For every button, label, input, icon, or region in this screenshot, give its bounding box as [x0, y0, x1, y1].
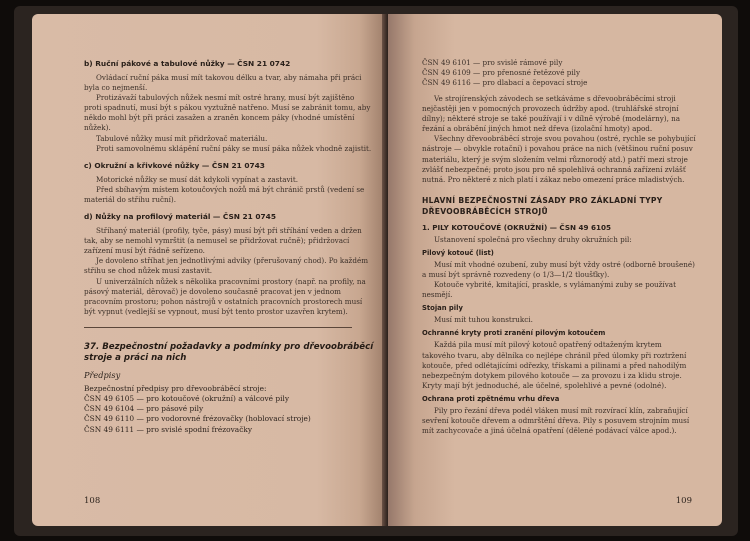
paragraph: Pily pro řezání dřeva podél vláken musí mít rozvírací klín, zabraňující sevření kotouče dřevem a odmrštění dřeva. Pily s posuvem strojním musí mít zachycovače a jiná účelná opatření (dělené podávací válce apod.). [422, 405, 690, 436]
standards-list-item: ČSN 49 6101 — pro svislé rámové pily [422, 58, 563, 67]
paragraph: U univerzálních nůžek s několika pracovními prostory (např. na profily, na pásový materiál, děrovač) je dovoleno současně pracovat jen v jednom pracovním prostoru; pohon nástrojů v ostatních pracovních prostorech musí být vypnut (vedlejší se vypnout, musí být tento prostor uzavřen krytem). [84, 276, 366, 316]
predpisy-list-item: ČSN 49 6104 — pro pásové pily [84, 404, 204, 414]
block-heading: Ochrana proti zpětnému vrhu dřeva [422, 394, 560, 403]
main-heading: HLAVNÍ BEZPEČNOSTNÍ ZÁSADY PRO ZÁKLADNÍ TYPY DŘEVOOBRÁBĚCÍCH STROJŮ [422, 195, 663, 216]
standards-list-item: ČSN 49 6109 — pro přenosné řetězové pily [422, 68, 581, 77]
predpisy-list-item: ČSN 49 6110 — pro vodorovné frézovačky (hoblovací stroje) [84, 414, 311, 424]
predpisy-list-item: ČSN 49 6111 — pro svislé spodní frézovačky [84, 424, 252, 434]
paragraph: Stříhaný materiál (profily, tyče, pásy) musí být při stříhání veden a držen tak, aby se nemohl vymrštit (a nemusel se přidržovat ručně); přidržovací zařízení musí být řádně seřízeno. [84, 226, 362, 256]
predpisy-label: Předpisy [84, 369, 121, 380]
paragraph: Musí mít vhodné ozubení, zuby musí být vždy ostré (odborně broušené) a musí být správně rozvedeny (o 1/3—1/2 tloušťky). [422, 259, 695, 280]
paragraph: Musí mít tuhou konstrukci. [434, 315, 533, 325]
section-b-heading: b) Ruční pákové a tabulové nůžky — ČSN 21 0742 [84, 59, 291, 68]
paragraph: Tabulové nůžky musí mít přidržovač materiálu. [96, 133, 268, 143]
section-37-number: 37. [84, 341, 100, 352]
paragraph: Každá pila musí mít pilový kotouč opatřený odtaženým krytem takového tvaru, aby dělníka co nejlépe chránil před úlomky při roztržení kotouče, před odlétajícími odřezky, třískami a pilinami a před nahodilým nebezpečným dotykem pilového kotouče — za provozu i za klidu stroje. Kryty mají být jednoduché, ale účelné, spolehlivé a pevné (odolné). [422, 340, 687, 390]
block-heading: Ochranné kryty proti zranění pilovým kotoučem [422, 329, 606, 338]
paragraph: Protizávaží tabulových nůžek nesmí mít ostré hrany, musí být zajištěno proti spadnutí, musí být s pákou vyztužně natřeno. Musí se zabránit tomu, aby někdo mohl být při práci zasažen a zraněn koncem páky (vhodné umístění nůžek). [84, 93, 371, 133]
predpisy-intro: Bezpečnostní předpisy pro dřevoobráběcí stroje: [84, 383, 267, 393]
section-d-heading: d) Nůžky na profilový materiál — ČSN 21 0745 [84, 212, 276, 222]
section-37-heading [84, 342, 374, 364]
paragraph: Motorické nůžky se musí dát kdykoli vypínat a zastavit. [96, 174, 299, 184]
right-page [388, 14, 722, 526]
block-heading: Stojan pily [422, 304, 463, 313]
section-c-heading: c) Okružní a křivkové nůžky — ČSN 21 0743 [84, 160, 265, 170]
page-number-left: 108 [84, 496, 101, 506]
open-book [14, 6, 738, 536]
standards-list-item: ČSN 49 6116 — pro dlabací a čepovací stroje [422, 78, 588, 87]
paragraph: Ve strojírenských závodech se setkáváme s dřevoobráběcími stroji nejčastěji jen v pomocných provozech údržby apod. (truhlářské strojní dílny); některé stroje se také používají i v dílně výrobě (modelárny), na řezání a obrábění jiných hmot než dřeva (izolační hmoty) apod. [422, 94, 681, 134]
common-intro: Ustanovení společná pro všechny druhy okružních pil: [434, 234, 632, 244]
section-divider [84, 327, 352, 328]
page-number-right: 109 [675, 496, 692, 506]
left-page [32, 14, 388, 526]
predpisy-list-item: ČSN 49 6105 — pro kotoučové (okružní) a válcové pily [84, 394, 290, 404]
paragraph: Je dovoleno stříhat jen jednotlivými adviky (přerušovaný chod). Po každém střihu se chod nůžek musí zastavit. [84, 256, 369, 276]
paragraph: Před sbíhavým místem kotoučových nožů má být chránič prstů (vedení se materiál do střihu ruční). [84, 184, 365, 204]
block-heading: Pilový kotouč (list) [422, 248, 494, 257]
paragraph: Ovládací ruční páka musí mít takovou délku a tvar, aby námaha při práci byla co nejmenší. [84, 73, 362, 93]
paragraph: Kotouče vybrité, kmitající, praskle, s vylámanými zuby se používat nesmějí. [422, 280, 676, 300]
section-37-title: Bezpečnostní požadavky a podmínky pro dřevoobráběcí stroje a práci na nich [84, 341, 374, 363]
sub-heading: 1. PILY KOTOUČOVÉ (OKRUŽNÍ) — ČSN 49 6105 [422, 222, 612, 232]
paragraph: Všechny dřevoobráběcí stroje svou povahou (ostré, rychle se pohybující nástroje — obvykle rotační) i povahou práce na nich (většinou ruční posuv materiálu, který je svým složením velmi různorodý atd.) patří mezi stroje zvlášť nebezpečné; proto jsou pro ně spolehlivá ochranná zařízení zvlášť nutná. Pro některé z nich platí i zákaz nebo omezení práce mladistvých. [422, 134, 696, 184]
paragraph: Proti samovolnému sklápění ruční páky se musí páka nůžek vhodně zajistit. [96, 143, 372, 153]
